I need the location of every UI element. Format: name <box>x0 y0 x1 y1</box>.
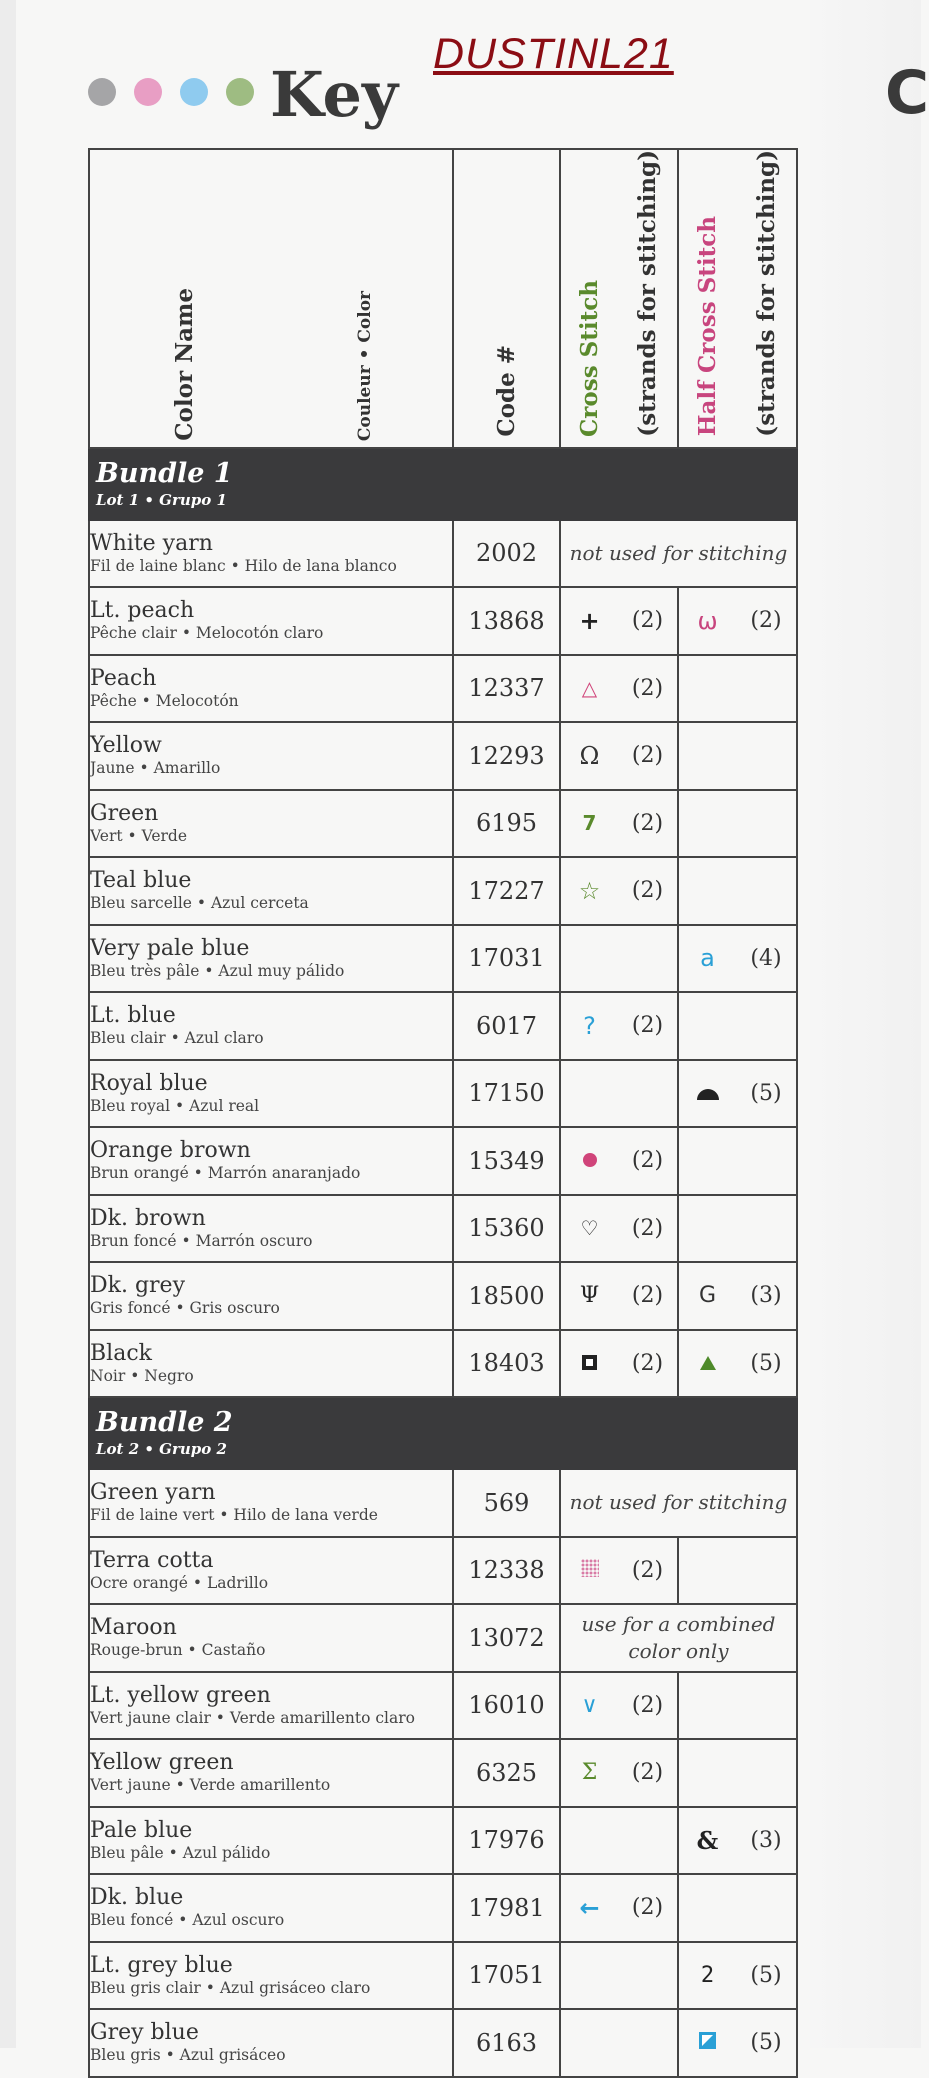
color-code: 15360 <box>453 1195 560 1263</box>
table-row <box>89 1262 797 1330</box>
half-cross-stitch-strands <box>736 857 797 925</box>
color-name: Very pale blue <box>90 935 250 961</box>
usage-note: not used for stitching <box>560 1469 797 1537</box>
color-name-translation: Brun orangé • Marrón anaranjado <box>90 1164 361 1183</box>
color-name-cell <box>89 1874 453 1942</box>
cross-stitch-strands: (2) <box>618 587 678 655</box>
half-cross-stitch-strands <box>736 992 797 1060</box>
cross-stitch-symbol <box>560 2009 618 2077</box>
cross-stitch-strands <box>618 925 678 993</box>
table-row <box>89 587 797 655</box>
table-row <box>89 1060 797 1128</box>
color-name-cell <box>89 655 453 723</box>
cross-stitch-strands: (2) <box>618 722 678 790</box>
heart-outline-icon: ♡ <box>580 1215 599 1240</box>
color-name: Green yarn <box>90 1480 216 1506</box>
color-key-table <box>88 148 798 2078</box>
half-cross-stitch-strands <box>736 1127 797 1195</box>
color-code: 6163 <box>453 2009 560 2077</box>
color-name-translation: Noir • Negro <box>90 1366 194 1385</box>
half-cross-stitch-symbol <box>678 1195 736 1263</box>
page-title: Key <box>270 58 398 131</box>
cross-stitch-strands <box>618 2009 678 2077</box>
green-dot-icon <box>226 78 254 106</box>
half-cross-stitch-symbol <box>678 790 736 858</box>
color-name-translation: Pêche • Melocotón <box>90 691 239 710</box>
color-code: 17051 <box>453 1942 560 2010</box>
half-cross-stitch-symbol <box>678 1060 736 1128</box>
half-cross-stitch-strands: (3) <box>736 1262 797 1330</box>
cross-stitch-strands: (2) <box>618 1537 678 1605</box>
color-name: Pale blue <box>90 1817 193 1843</box>
color-name-translation: Bleu gris clair • Azul grisáceo claro <box>90 1978 371 1997</box>
color-name-cell <box>89 722 453 790</box>
color-name-translation: Jaune • Amarillo <box>90 759 221 778</box>
half-cross-stitch-strands: (5) <box>736 2009 797 2077</box>
table-row <box>89 2009 797 2077</box>
half-cross-stitch-strands <box>736 1537 797 1605</box>
color-code: 15349 <box>453 1127 560 1195</box>
color-name-cell <box>89 587 453 655</box>
table-row <box>89 1739 797 1807</box>
table-row <box>89 790 797 858</box>
color-name-translation: Fil de laine vert • Hilo de lana verde <box>90 1506 378 1525</box>
bundle-subtitle: Lot 2 • Grupo 2 <box>96 1440 227 1459</box>
color-name-cell <box>89 1469 453 1537</box>
cross-stitch-symbol <box>560 1195 618 1263</box>
half-cross-stitch-strands <box>736 1672 797 1740</box>
color-name-translation: Rouge-brun • Castaño <box>90 1641 266 1660</box>
color-name: Green <box>90 800 159 826</box>
cross-stitch-strands <box>618 1807 678 1875</box>
cross-strands-header: (strands for stitching) <box>618 149 678 448</box>
half-cross-stitch-strands: (4) <box>736 925 797 993</box>
ampersand-icon: & <box>696 1825 719 1855</box>
color-name-cell <box>89 1807 453 1875</box>
color-name-sublabel: Couleur • Color <box>354 290 375 441</box>
half-cross-stitch-symbol <box>678 1807 736 1875</box>
color-name-translation: Bleu très pâle • Azul muy pálido <box>90 961 345 980</box>
half-cross-stitch-symbol <box>678 1874 736 1942</box>
color-name-cell <box>89 1195 453 1263</box>
half-cross-stitch-symbol <box>678 722 736 790</box>
cross-stitch-strands: (2) <box>618 1330 678 1398</box>
half-cross-stitch-header: Half Cross Stitch <box>678 149 736 448</box>
half-cross-stitch-strands <box>736 722 797 790</box>
sigma-icon: Σ <box>581 1760 598 1786</box>
bundle-header-row <box>89 448 797 520</box>
table-row <box>89 1195 797 1263</box>
cross-stitch-symbol <box>560 1262 618 1330</box>
table-row <box>89 992 797 1060</box>
cross-stitch-symbol <box>560 857 618 925</box>
digit-two-icon: 2 <box>700 1962 715 1988</box>
table-row <box>89 1874 797 1942</box>
cross-stitch-symbol <box>560 1874 618 1942</box>
half-cross-stitch-strands <box>736 655 797 723</box>
cross-stitch-symbol <box>560 1672 618 1740</box>
half-strands-header: (strands for stitching) <box>736 149 797 448</box>
bundle-header <box>89 448 797 520</box>
cross-stitch-symbol <box>560 1739 618 1807</box>
color-code: 6325 <box>453 1739 560 1807</box>
color-name: Teal blue <box>90 868 192 894</box>
color-code: 13868 <box>453 587 560 655</box>
cross-stitch-strands: (2) <box>618 1874 678 1942</box>
color-name-translation: Bleu royal • Azul real <box>90 1096 260 1115</box>
table-row <box>89 1807 797 1875</box>
color-code: 569 <box>453 1469 560 1537</box>
half-cross-stitch-strands: (5) <box>736 1060 797 1128</box>
color-name-translation: Vert jaune clair • Verde amarillento claro <box>90 1708 415 1727</box>
color-dots <box>88 78 254 106</box>
cross-stitch-strands: (2) <box>618 1739 678 1807</box>
header-row <box>89 149 797 448</box>
color-code: 13072 <box>453 1604 560 1672</box>
half-cross-stitch-strands <box>736 790 797 858</box>
letter-a-icon: a <box>700 944 715 973</box>
half-cross-stitch-symbol <box>678 857 736 925</box>
half-cross-stitch-strands <box>736 1739 797 1807</box>
half-cross-stitch-symbol <box>678 1672 736 1740</box>
half-cross-stitch-symbol <box>678 587 736 655</box>
half-cross-stitch-symbol <box>678 925 736 993</box>
blue-diagonal-square-icon <box>699 2030 716 2055</box>
cross-stitch-symbol <box>560 587 618 655</box>
color-name-cell <box>89 520 453 588</box>
letter-g-icon: G <box>698 1283 717 1309</box>
half-cross-stitch-symbol <box>678 992 736 1060</box>
color-name: Orange brown <box>90 1138 251 1164</box>
cross-stitch-symbol <box>560 1807 618 1875</box>
color-name: Lt. yellow green <box>90 1682 271 1708</box>
color-name-cell <box>89 1537 453 1605</box>
color-code: 17981 <box>453 1874 560 1942</box>
color-name: Royal blue <box>90 1070 208 1096</box>
half-cross-stitch-symbol <box>678 2009 736 2077</box>
cross-stitch-header: Cross Stitch <box>560 149 618 448</box>
plus-icon: + <box>579 606 600 635</box>
color-name-translation: Fil de laine blanc • Hilo de lana blanco <box>90 556 397 575</box>
half-cross-stitch-strands: (2) <box>736 587 797 655</box>
half-cross-stitch-symbol <box>678 1127 736 1195</box>
color-name-header <box>89 149 453 448</box>
color-name: Black <box>90 1340 152 1366</box>
color-name: Grey blue <box>90 2020 199 2046</box>
color-name: White yarn <box>90 530 213 556</box>
half-cross-stitch-symbol <box>678 1739 736 1807</box>
color-name: Yellow green <box>90 1750 234 1776</box>
psi-icon: Ψ <box>579 1283 600 1309</box>
cross-stitch-strands: (2) <box>618 1262 678 1330</box>
color-code: 17227 <box>453 857 560 925</box>
color-name-translation: Bleu clair • Azul claro <box>90 1029 264 1048</box>
half-cross-stitch-symbol <box>678 1262 736 1330</box>
color-code: 16010 <box>453 1672 560 1740</box>
table-row <box>89 1537 797 1605</box>
watermark: DUSTINL21 <box>433 30 674 78</box>
right-page-margin <box>810 0 921 2048</box>
cross-stitch-symbol <box>560 1127 618 1195</box>
star-outline-icon: ☆ <box>578 876 601 905</box>
cross-stitch-symbol <box>560 790 618 858</box>
table-row <box>89 1942 797 2010</box>
color-code: 6195 <box>453 790 560 858</box>
blue-dot-icon <box>180 78 208 106</box>
grey-dot-icon <box>88 78 116 106</box>
color-name-translation: Vert • Verde <box>90 826 188 845</box>
cross-stitch-symbol <box>560 1330 618 1398</box>
omega-icon: Ω <box>579 741 600 770</box>
color-name: Maroon <box>90 1615 177 1641</box>
usage-note: not used for stitching <box>560 520 797 588</box>
color-code: 12293 <box>453 722 560 790</box>
triangle-green-icon <box>700 1351 716 1376</box>
cross-stitch-symbol <box>560 925 618 993</box>
half-cross-stitch-strands <box>736 1195 797 1263</box>
bundle-subtitle: Lot 1 • Grupo 1 <box>96 490 227 509</box>
color-name-cell <box>89 1060 453 1128</box>
omega-pink-icon: ω <box>697 606 718 635</box>
question-mark-icon: ? <box>583 1011 596 1040</box>
dot-pink-icon <box>583 1148 597 1173</box>
filled-square-icon <box>582 1351 597 1376</box>
color-name-translation: Ocre orangé • Ladrillo <box>90 1573 269 1592</box>
color-name: Peach <box>90 665 157 691</box>
half-cross-stitch-strands: (3) <box>736 1807 797 1875</box>
cross-stitch-strands: (2) <box>618 992 678 1060</box>
cross-stitch-symbol <box>560 992 618 1060</box>
color-name-translation: Brun foncé • Marrón oscuro <box>90 1231 313 1250</box>
half-cross-stitch-strands <box>736 1874 797 1942</box>
color-name: Lt. peach <box>90 598 195 624</box>
page-edge <box>0 0 16 2048</box>
color-name-translation: Bleu foncé • Azul oscuro <box>90 1911 285 1930</box>
bundle-title: Bundle 2 <box>96 1407 233 1439</box>
cross-stitch-symbol <box>560 722 618 790</box>
color-name-cell <box>89 857 453 925</box>
bundle-header <box>89 1397 797 1469</box>
seven-icon: 7 <box>582 810 597 835</box>
table-row <box>89 857 797 925</box>
bundle-header-row <box>89 1397 797 1469</box>
cross-stitch-strands: (2) <box>618 1195 678 1263</box>
color-code: 12338 <box>453 1537 560 1605</box>
color-name-label: Color Name <box>171 287 199 441</box>
cross-stitch-strands <box>618 1942 678 2010</box>
arrow-left-icon: ← <box>579 1893 600 1922</box>
color-code: 18403 <box>453 1330 560 1398</box>
color-code: 17150 <box>453 1060 560 1128</box>
cross-stitch-symbol <box>560 1942 618 2010</box>
half-cross-stitch-strands: (5) <box>736 1330 797 1398</box>
color-name-cell <box>89 1672 453 1740</box>
cross-stitch-strands: (2) <box>618 857 678 925</box>
table-row <box>89 1469 797 1537</box>
half-cross-stitch-symbol <box>678 655 736 723</box>
color-name-cell <box>89 1262 453 1330</box>
table-row <box>89 1672 797 1740</box>
color-name: Dk. brown <box>90 1205 206 1231</box>
color-name-cell <box>89 992 453 1060</box>
half-cross-stitch-strands: (5) <box>736 1942 797 2010</box>
table-row <box>89 520 797 588</box>
color-name-translation: Pêche clair • Melocotón claro <box>90 624 324 643</box>
color-name-translation: Vert jaune • Verde amarillento <box>90 1776 331 1795</box>
color-name-translation: Bleu gris • Azul grisáceo <box>90 2046 286 2065</box>
next-page-letter: C <box>885 58 929 128</box>
table-row <box>89 1604 797 1672</box>
cross-stitch-symbol <box>560 1537 618 1605</box>
color-name: Dk. blue <box>90 1885 184 1911</box>
color-code: 6017 <box>453 992 560 1060</box>
color-name-cell <box>89 1127 453 1195</box>
color-name-cell <box>89 790 453 858</box>
half-dome-icon <box>697 1081 719 1106</box>
cross-stitch-symbol <box>560 655 618 723</box>
color-name: Lt. blue <box>90 1003 176 1029</box>
code-header: Code # <box>453 149 560 448</box>
cross-stitch-strands <box>618 1060 678 1128</box>
table-row <box>89 722 797 790</box>
color-name-translation: Bleu sarcelle • Azul cerceta <box>90 894 309 913</box>
color-code: 12337 <box>453 655 560 723</box>
usage-note: use for a combined color only <box>560 1604 797 1672</box>
half-cross-stitch-symbol <box>678 1537 736 1605</box>
cross-stitch-strands: (2) <box>618 1127 678 1195</box>
cross-stitch-strands: (2) <box>618 790 678 858</box>
cross-stitch-strands: (2) <box>618 655 678 723</box>
table-row <box>89 1330 797 1398</box>
v-icon: ∨ <box>581 1692 598 1718</box>
half-cross-stitch-symbol <box>678 1942 736 2010</box>
color-code: 17976 <box>453 1807 560 1875</box>
color-name: Terra cotta <box>90 1547 214 1573</box>
color-name-cell <box>89 2009 453 2077</box>
color-name: Yellow <box>90 733 162 759</box>
half-cross-stitch-symbol <box>678 1330 736 1398</box>
table-row <box>89 1127 797 1195</box>
color-name-cell <box>89 1942 453 2010</box>
table-row <box>89 925 797 993</box>
color-code: 2002 <box>453 520 560 588</box>
color-name-translation: Gris foncé • Gris oscuro <box>90 1299 280 1318</box>
table-row <box>89 655 797 723</box>
cross-stitch-strands: (2) <box>618 1672 678 1740</box>
color-name: Dk. grey <box>90 1273 186 1299</box>
color-name-cell <box>89 1604 453 1672</box>
color-name-cell <box>89 925 453 993</box>
triangle-outline-pink-icon: △ <box>581 675 598 700</box>
color-name-cell <box>89 1739 453 1807</box>
color-name: Lt. grey blue <box>90 1952 233 1978</box>
color-code: 18500 <box>453 1262 560 1330</box>
cross-stitch-symbol <box>560 1060 618 1128</box>
dotted-square-icon <box>581 1558 599 1583</box>
bundle-title: Bundle 1 <box>96 457 233 489</box>
color-code: 17031 <box>453 925 560 993</box>
color-name-cell <box>89 1330 453 1398</box>
color-name-translation: Bleu pâle • Azul pálido <box>90 1843 271 1862</box>
pink-dot-icon <box>134 78 162 106</box>
